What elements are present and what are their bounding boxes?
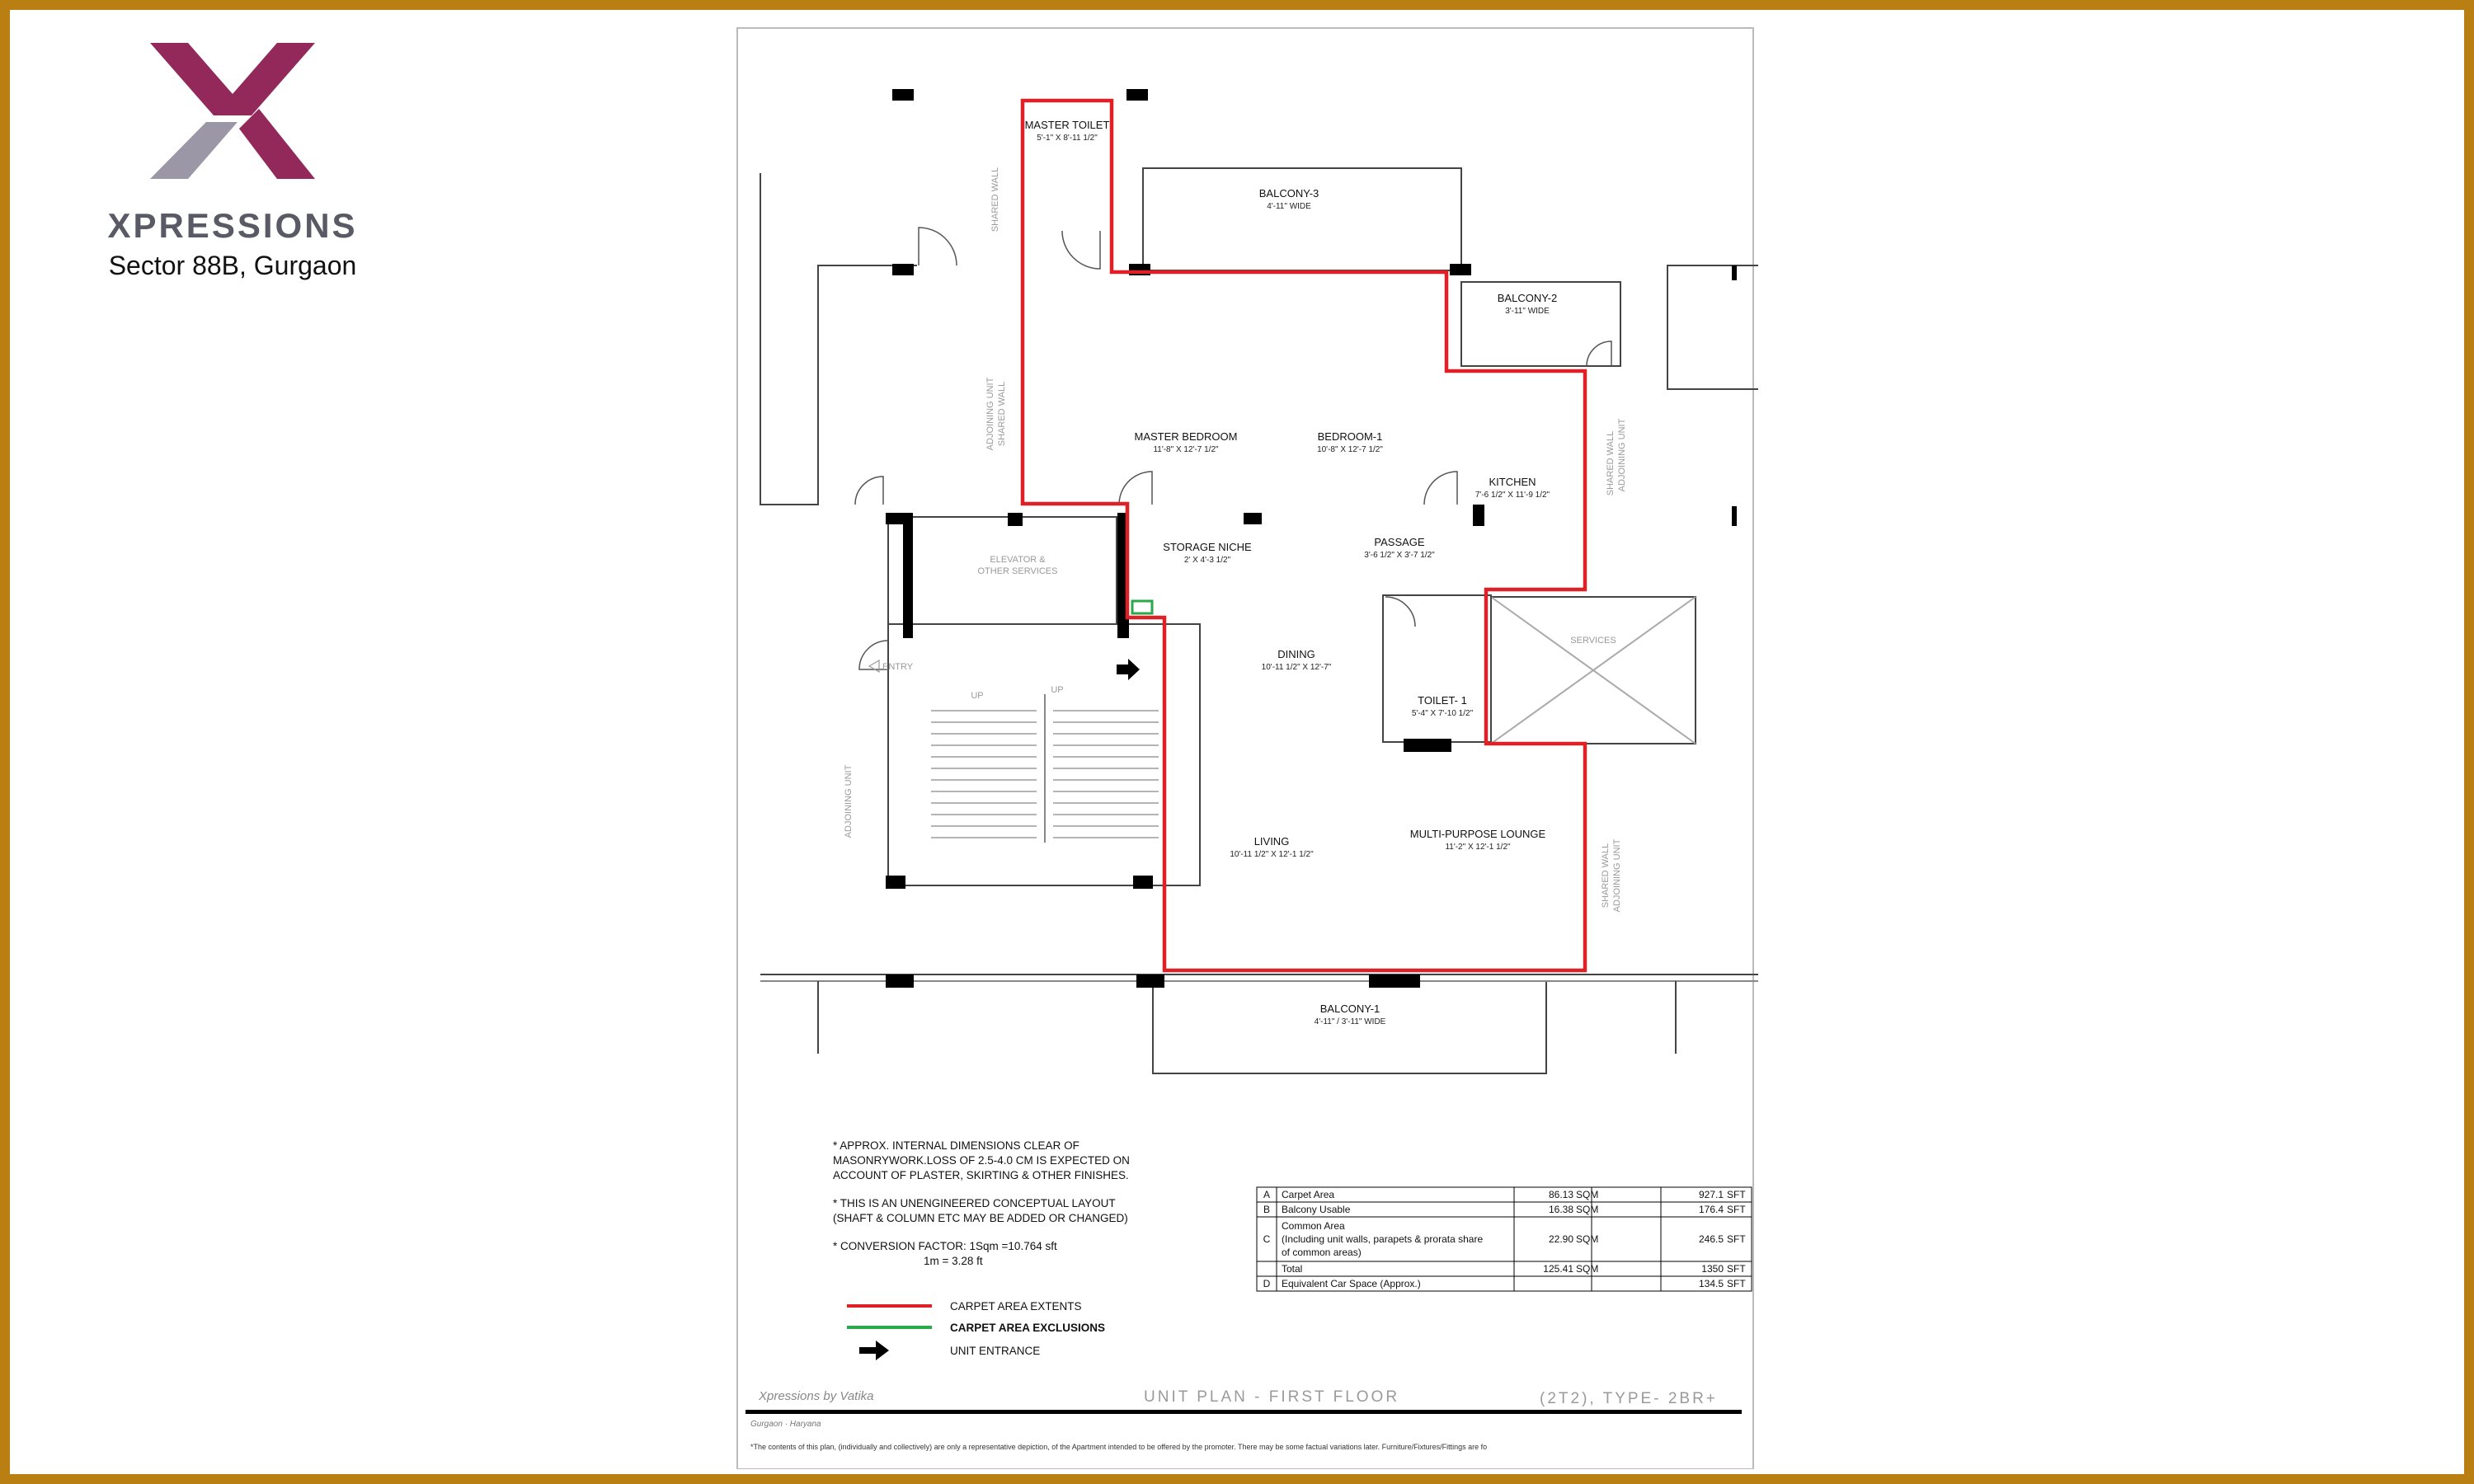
- legend-label-carpet-exclusions: CARPET AREA EXCLUSIONS: [950, 1322, 1106, 1334]
- table-cell-sqm: 22.90: [1548, 1233, 1573, 1245]
- title-rule: [745, 1410, 1742, 1414]
- table-cell-sft: 246.5: [1698, 1233, 1724, 1245]
- room-label-master-bedroom: MASTER BEDROOM: [1134, 430, 1238, 443]
- column: [903, 513, 913, 638]
- column: [1369, 974, 1420, 988]
- logo-top-band: [150, 43, 315, 115]
- title-type: (2T2), TYPE- 2BR+: [1540, 1390, 1718, 1407]
- table-cell-description: Common Area: [1282, 1220, 1345, 1232]
- elevator-label: ELEVATOR &: [990, 555, 1046, 565]
- room-dim-balcony-2: 3'-11" WIDE: [1505, 307, 1550, 316]
- note-line: * APPROX. INTERNAL DIMENSIONS CLEAR OF: [833, 1139, 1079, 1152]
- table-cell-sqm: 16.38: [1548, 1204, 1573, 1215]
- table-cell-description: (Including unit walls, parapets & prorata share: [1282, 1233, 1484, 1245]
- column: [1473, 505, 1484, 526]
- title-project: Xpressions by Vatika: [759, 1389, 874, 1403]
- shared-wall-label-right: SHARED WALL: [1606, 430, 1616, 496]
- sheet-border: [737, 28, 1753, 1469]
- table-cell-sft: 176.4: [1698, 1204, 1724, 1215]
- table-cell-description: Carpet Area: [1282, 1189, 1335, 1200]
- table-cell-sft: 134.5: [1698, 1278, 1724, 1289]
- table-cell-description: Total: [1282, 1263, 1303, 1275]
- note-line: ACCOUNT OF PLASTER, SKIRTING & OTHER FINISHES.: [833, 1169, 1129, 1181]
- adjoining-unit-label-stair: ADJOINING UNIT: [844, 764, 854, 838]
- room-label-master-toilet: MASTER TOILET: [1024, 119, 1110, 131]
- room-dim-bedroom-1: 10'-8" X 12'-7 1/2": [1317, 445, 1383, 454]
- legend-label-unit-entrance: UNIT ENTRANCE: [950, 1345, 1041, 1357]
- page-frame: [10, 10, 2464, 1474]
- table-cell-id: D: [1263, 1278, 1271, 1289]
- note-line: MASONRYWORK.LOSS OF 2.5-4.0 CM IS EXPECTED ON: [833, 1154, 1130, 1167]
- brand-location: Sector 88B, Gurgaon: [108, 251, 357, 280]
- room-dim-living: 10'-11 1/2" X 12'-1 1/2": [1230, 850, 1314, 859]
- room-label-balcony-2: BALCONY-2: [1497, 292, 1558, 304]
- room-label-multi-purpose-lounge: MULTI-PURPOSE LOUNGE: [1409, 828, 1546, 840]
- column: [1732, 265, 1737, 280]
- services-label: SERVICES: [1570, 636, 1616, 646]
- note-line: * THIS IS AN UNENGINEERED CONCEPTUAL LAYOUT: [833, 1197, 1116, 1209]
- floor-plan-sheet: [727, 18, 1758, 1469]
- column: [1136, 974, 1164, 988]
- room-dim-dining: 10'-11 1/2" X 12'-7": [1261, 663, 1332, 672]
- table-cell-sqm-unit: SQM: [1576, 1189, 1599, 1200]
- table-cell-sqm-unit: SQM: [1576, 1263, 1599, 1275]
- table-cell-sft: 927.1: [1698, 1189, 1724, 1200]
- table-cell-id: A: [1263, 1189, 1271, 1200]
- room-label-dining: DINING: [1277, 648, 1315, 660]
- table-cell-description: of common areas): [1282, 1247, 1362, 1258]
- table-cell-sft: 1350: [1701, 1263, 1724, 1275]
- table-cell-description: Balcony Usable: [1282, 1204, 1351, 1215]
- room-dim-balcony-3: 4'-11" WIDE: [1267, 202, 1311, 211]
- room-label-balcony-1: BALCONY-1: [1319, 1003, 1380, 1015]
- legend-label-carpet-extents: CARPET AREA EXTENTS: [950, 1300, 1082, 1313]
- disclaimer: *The contents of this plan, (individually and collectively) are only a representative depiction, of the Apartment intended to be offered by the promoter. There may be some factual variations later. Furniture/Fixtures/Fittings are fo: [750, 1443, 1488, 1451]
- shared-wall-label-left-2: SHARED WALL: [997, 381, 1007, 447]
- table-cell-sft-unit: SFT: [1727, 1278, 1746, 1289]
- adjoining-unit-label-left: ADJOINING UNIT: [985, 377, 995, 451]
- room-label-living: LIVING: [1253, 835, 1290, 848]
- room-dim-balcony-1: 4'-11" / 3'-11" WIDE: [1314, 1017, 1386, 1026]
- logo-lower-left-leg: [150, 122, 238, 179]
- note-line: (SHAFT & COLUMN ETC MAY BE ADDED OR CHANGED): [833, 1212, 1128, 1224]
- adjoining-unit-label-right-2: ADJOINING UNIT: [1612, 838, 1622, 913]
- column: [1133, 876, 1153, 889]
- column: [1126, 89, 1148, 101]
- stair-up-label-right: UP: [1051, 685, 1064, 695]
- table-cell-sft-unit: SFT: [1727, 1233, 1746, 1245]
- room-dim-kitchen: 7'-6 1/2" X 11'-9 1/2": [1475, 491, 1550, 500]
- room-dim-multi-purpose-lounge: 11'-2" X 12'-1 1/2": [1445, 843, 1511, 852]
- column: [1008, 513, 1023, 526]
- column: [1404, 739, 1451, 752]
- table-cell-description: Equivalent Car Space (Approx.): [1282, 1278, 1421, 1289]
- room-label-toilet-1: TOILET- 1: [1418, 694, 1467, 707]
- room-dim-passage: 3'-6 1/2" X 3'-7 1/2": [1364, 551, 1435, 560]
- room-dim-toilet-1: 5'-4" X 7'-10 1/2": [1411, 709, 1474, 718]
- room-dim-storage-niche: 2' X 4'-3 1/2": [1183, 556, 1231, 565]
- table-cell-sqm-unit: SQM: [1576, 1233, 1599, 1245]
- note-line: 1m = 3.28 ft: [924, 1255, 983, 1267]
- column: [886, 876, 905, 889]
- adjoining-unit-label-right: ADJOINING UNIT: [1617, 418, 1627, 492]
- logo-lower-right-leg: [239, 109, 315, 179]
- stair-up-label-left: UP: [971, 691, 984, 701]
- column: [886, 974, 914, 988]
- room-label-kitchen: KITCHEN: [1489, 476, 1536, 488]
- table-cell-sft-unit: SFT: [1727, 1204, 1746, 1215]
- entry-label: ENTRY: [882, 662, 914, 672]
- shared-wall-label-left: SHARED WALL: [990, 167, 1000, 232]
- column: [1450, 264, 1471, 275]
- column: [1244, 513, 1262, 524]
- table-cell-sqm: 86.13: [1548, 1189, 1573, 1200]
- elevator-label-2: OTHER SERVICES: [977, 566, 1058, 576]
- table-cell-sft-unit: SFT: [1727, 1263, 1746, 1275]
- room-dim-master-toilet: 5'-1" X 8'-11 1/2": [1037, 134, 1098, 143]
- table-cell-sqm-unit: SQM: [1576, 1204, 1599, 1215]
- table-cell-sqm: 125.41: [1543, 1263, 1573, 1275]
- xpressions-logo: [150, 43, 315, 179]
- brand-name: XPRESSIONS: [107, 206, 358, 245]
- room-dim-master-bedroom: 11'-8" X 12'-7 1/2": [1153, 445, 1219, 454]
- table-cell-id: C: [1263, 1233, 1271, 1245]
- table-cell-sft-unit: SFT: [1727, 1189, 1746, 1200]
- room-label-storage-niche: STORAGE NICHE: [1163, 541, 1252, 553]
- room-label-passage: PASSAGE: [1374, 536, 1425, 548]
- room-label-balcony-3: BALCONY-3: [1258, 187, 1319, 200]
- shared-wall-label-right-2: SHARED WALL: [1601, 843, 1611, 909]
- column: [1732, 506, 1737, 526]
- note-line: * CONVERSION FACTOR: 1Sqm =10.764 sft: [833, 1240, 1057, 1252]
- column: [892, 264, 914, 275]
- table-cell-id: B: [1263, 1204, 1271, 1215]
- title-location: Gurgaon · Haryana: [750, 1420, 821, 1429]
- column: [892, 89, 914, 101]
- room-label-bedroom-1: BEDROOM-1: [1317, 430, 1383, 443]
- title-plan: UNIT PLAN - FIRST FLOOR: [1144, 1388, 1400, 1406]
